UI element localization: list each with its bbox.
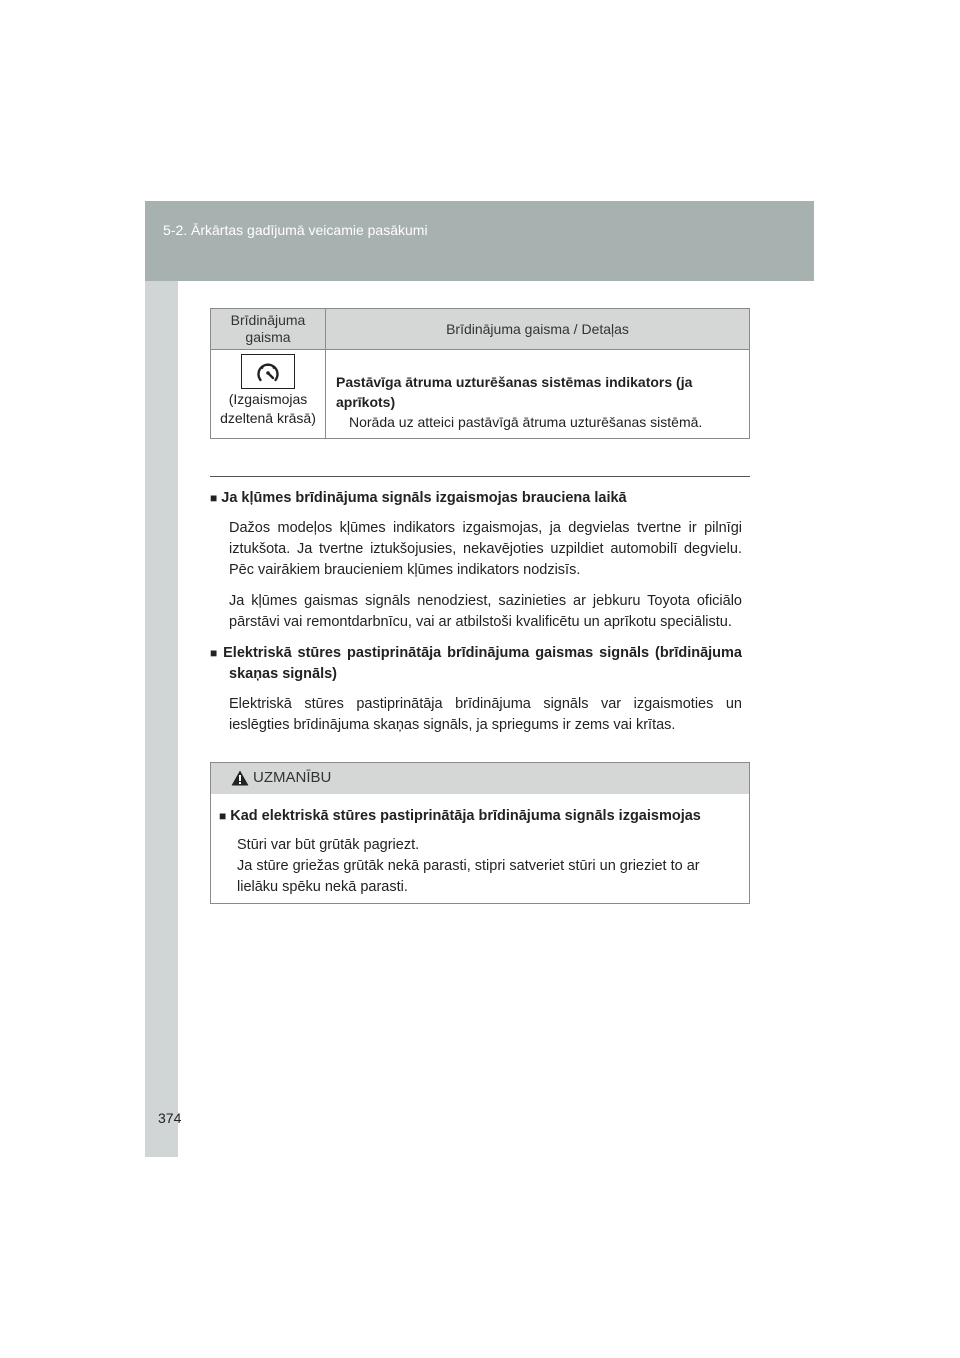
- icon-cell: [211, 350, 326, 439]
- caution-header: [211, 763, 749, 794]
- warning-light-table: [210, 308, 750, 439]
- paragraph: Dažos modeļos kļūmes indikators izgaismojas, ja degvielas tvertne ir pilnīgi iztukšota. Ja tvertne iztukšojusies, nekavējoties uzpildiet automobilī degvielu. Pēc vairākiem braucieniem kļūmes indikators nodzisīs.: [229, 520, 742, 578]
- description-cell: [326, 350, 750, 439]
- divider: [210, 476, 750, 477]
- warning-triangle-icon: [231, 770, 249, 786]
- table-header-row: [211, 309, 750, 350]
- table-row: [211, 350, 750, 439]
- icon-caption: (Izgaismojas dzeltenā krāsā): [220, 391, 316, 426]
- section-heading: ■ Elektriskā stūres pastiprinātāja brīdinājuma gaismas signāls (brīdinājuma skaņas signāls): [210, 645, 742, 682]
- side-band: [145, 201, 178, 1157]
- page-number: 374: [158, 1110, 182, 1126]
- caution-line: Ja stūre griežas grūtāk nekā parasti, stipri satveriet stūri un grieziet to ar lielāku spēku nekā parasti.: [237, 858, 700, 895]
- cruise-control-indicator-icon: [241, 354, 295, 389]
- indicator-description: Norāda uz atteici pastāvīgā ātruma uzturēšanas sistēmā.: [349, 414, 703, 430]
- paragraph: Ja kļūmes gaismas signāls nenodziest, sazinieties ar jebkuru Toyota oficiālo pārstāvi vai remontdarbnīcu, vai ar atbilstoši kvalificētu un aprīkotu speciālistu.: [229, 593, 742, 630]
- square-bullet-icon: ■: [210, 646, 220, 660]
- caution-line: Stūri var būt grūtāk pagriezt.: [237, 837, 420, 853]
- paragraph: Elektriskā stūres pastiprinātāja brīdinājuma signāls var izgaismoties un ieslēgties brīdinājuma skaņas signāls, ja spriegums ir zems vai krītas.: [229, 696, 742, 733]
- col-header-light: Brīdinājuma gaisma: [211, 309, 326, 350]
- section-title: 5-2. Ārkārtas gadījumā veicamie pasākumi: [163, 222, 428, 238]
- header-band: [145, 201, 814, 281]
- caution-heading: ■ Kad elektriskā stūres pastiprinātāja brīdinājuma signāls izgaismojas: [219, 808, 701, 824]
- caution-body: [211, 794, 749, 898]
- section-heading: ■ Ja kļūmes brīdinājuma signāls izgaismojas brauciena laikā: [210, 490, 627, 506]
- indicator-title: Pastāvīga ātruma uzturēšanas sistēmas indikators (ja aprīkots): [336, 374, 693, 410]
- caution-title: UZMANĪBU: [253, 769, 332, 786]
- main-content: [210, 488, 742, 746]
- caution-box: [210, 762, 750, 904]
- square-bullet-icon: ■: [210, 491, 218, 505]
- square-bullet-icon: ■: [219, 809, 227, 823]
- col-header-details: Brīdinājuma gaisma / Detaļas: [326, 309, 750, 350]
